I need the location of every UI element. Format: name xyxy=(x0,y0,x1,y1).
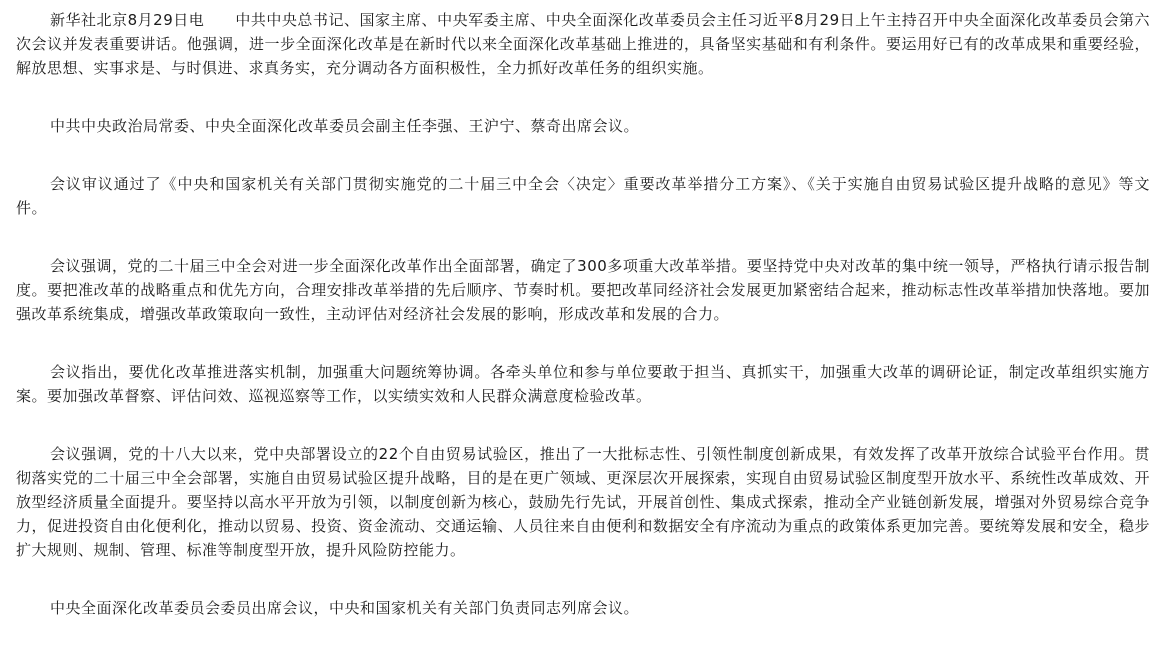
article-body xyxy=(16,8,1150,620)
paragraph-closing: 中央全面深化改革委员会委员出席会议，中央和国家机关有关部门负责同志列席会议。 xyxy=(50,599,640,617)
paragraph-free-trade-zones: 会议强调，党的十八大以来，党中央部署设立的22个自由贸易试验区，推出了一大批标志性、引领性制度创新成果，有效发挥了改革开放综合试验平台作用。贯彻落实党的二十届三中全会部署，实施自由贸易试验区提升战略，目的是在更广领域、更深层次开展探索，实现自由贸易试验区制度型开放水平、系统性改革成效、开放型经济质量全面提升。要坚持以高水平开放为引领，以制度创新为核心，鼓励先行先试，开展首创性、集成式探索，推动全产业链创新发展，增强对外贸易综合竞争力，促进投资自由化便利化，推动以贸易、投资、资金流动、交通运输、人员往来自由便利和数据安全有序流动为重点的政策体系更加完善。要统筹发展和安全，稳步扩大规则、规制、管理、标准等制度型开放，提升风险防控能力。 xyxy=(16,445,1150,559)
paragraph-attendees: 中共中央政治局常委、中央全面深化改革委员会副主任李强、王沪宁、蔡奇出席会议。 xyxy=(50,117,640,135)
paragraph-documents: 会议审议通过了《中央和国家机关有关部门贯彻实施党的二十届三中全会〈决定〉重要改革举措分工方案》、《关于实施自由贸易试验区提升战略的意见》等文件。 xyxy=(16,175,1150,217)
paragraph-reform-deployment: 会议强调，党的二十届三中全会对进一步全面深化改革作出全面部署，确定了300多项重大改革举措。要坚持党中央对改革的集中统一领导，严格执行请示报告制度。要把准改革的战略重点和优先方向，合理安排改革举措的先后顺序、节奏时机。要把改革同经济社会发展更加紧密结合起来，推动标志性改革举措加快落地。要加强改革系统集成，增强改革政策取向一致性，主动评估对经济社会发展的影响，形成改革和发展的合力。 xyxy=(16,257,1150,323)
paragraph-dateline: 新华社北京8月29日电 中共中央总书记、国家主席、中央军委主席、中央全面深化改革委员会主任习近平8月29日上午主持召开中央全面深化改革委员会第六次会议并发表重要讲话。他强调，进一步全面深化改革是在新时代以来全面深化改革基础上推进的，具备坚实基础和有利条件。要运用好已有的改革成果和重要经验，解放思想、实事求是、与时俱进、求真务实，充分调动各方面积极性，全力抓好改革任务的组织实施。 xyxy=(16,11,1150,77)
paragraph-implementation-mechanism: 会议指出，要优化改革推进落实机制，加强重大问题统筹协调。各牵头单位和参与单位要敢于担当、真抓实干，加强重大改革的调研论证，制定改革组织实施方案。要加强改革督察、评估问效、巡视巡察等工作，以实绩实效和人民群众满意度检验改革。 xyxy=(16,363,1150,405)
